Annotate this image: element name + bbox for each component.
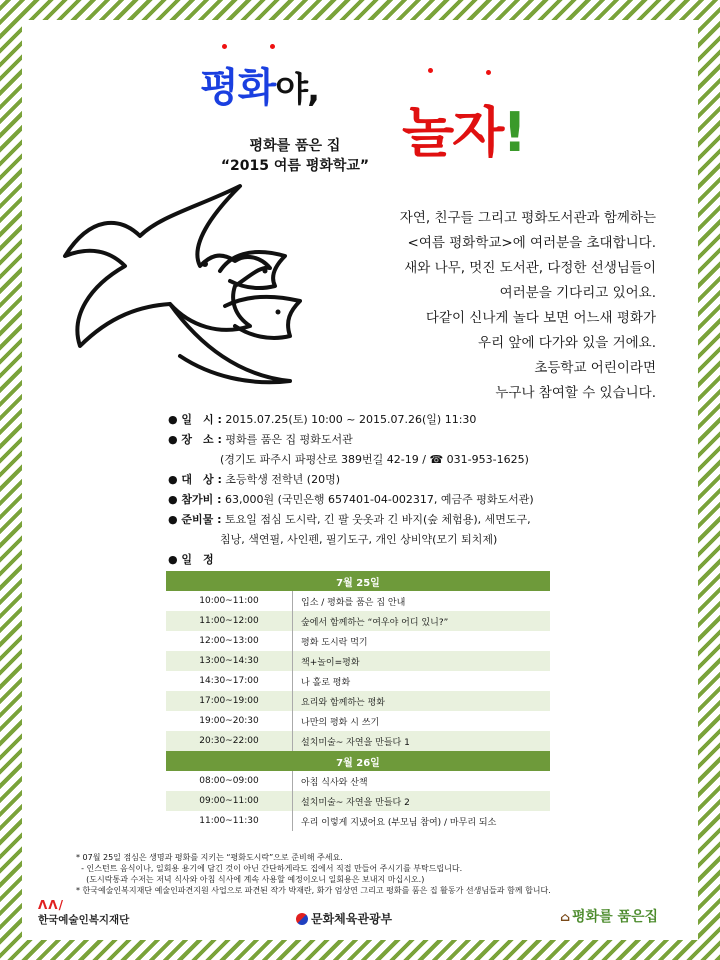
house-icon: ⌂ (560, 910, 571, 924)
info-prep-2: 침낭, 색연필, 사인펜, 필기도구, 개인 상비약(모기 퇴치제) (220, 533, 498, 546)
schedule-activity: 설치미술~ 자연을 만들다 1 (293, 731, 551, 751)
subtitle-line1: 평화를 품은 집 (249, 138, 341, 154)
footnote: (도시락통과 수저는 저녁 식사와 아침 식사에 계속 사용할 예정이오니 일회용은 보내지 마십시오.) (76, 875, 425, 884)
schedule-activity: 나 홀로 평화 (301, 677, 351, 688)
schedule-time: 08:00~09:00 (166, 771, 293, 791)
schedule-activity: 입소 / 평화를 품은 집 안내 (301, 597, 406, 608)
intro-line: 초등학교 어린이라면 (534, 360, 656, 376)
schedule-time: 20:30~22:00 (166, 731, 293, 751)
title-part1 (200, 56, 319, 113)
intro-line: 우리 앞에 다가와 있을 거에요. (478, 335, 656, 351)
ministry-emblem-icon (296, 913, 308, 925)
schedule-activity: 우리 이렇게 지냈어요 (부모님 참여) / 마무리 되소 (301, 817, 497, 828)
info-list (168, 410, 534, 570)
footnote: - 인스턴트 음식이나, 일회용 용기에 담긴 것이 아닌 간단하게라도 집에서 직접 만들어 주시기를 부탁드립니다. (76, 864, 463, 873)
title-peace: 평화 (200, 65, 276, 111)
ministry-logo-text: 문화체육관광부 (311, 912, 393, 926)
info-date: ● 일 시 : 2015.07.25(토) 10:00 ~ 2015.07.26(일) 11:30 (168, 413, 477, 426)
schedule-activity: 요리와 함께하는 평화 (293, 691, 551, 711)
title-dot (486, 70, 491, 75)
schedule-time: 11:00~11:30 (166, 811, 293, 831)
title-dot (222, 44, 227, 49)
info-place: ● 장 소 : 평화를 품은 집 평화도서관 (168, 433, 353, 446)
title-ya: 야, (275, 70, 320, 110)
schedule-activity: 나만의 평화 시 쓰기 (301, 717, 380, 728)
footnote: * 한국예술인복지재단 예술인파견지원 사업으로 파견된 작가 박재란, 화가 엄상연 그리고 평화를 품은 집 활동가 선생님들과 함께 합니다. (76, 886, 551, 895)
title-part2 (402, 90, 525, 167)
intro-line: 다같이 신나게 놀다 보면 어느새 평화가 (425, 310, 656, 326)
intro-line: 새와 나무, 멋진 도서관, 다정한 선생님들이 (404, 260, 656, 276)
kawf-logo-mark: ᐱᐱ/ (38, 898, 64, 912)
info-fee: ● 참가비 : 63,000원 (국민은행 657401-04-002317, 예금주 평화도서관) (168, 493, 534, 506)
intro-line: 여러분을 기다리고 있어요. (499, 285, 656, 301)
intro-text (336, 206, 656, 406)
footnote: * 07월 25일 점심은 생명과 평화를 지키는 “평화도시락”으로 준비해 주세요. (76, 853, 343, 862)
intro-line: <여름 평화학교>에 여러분을 초대합니다. (407, 235, 656, 251)
info-target: ● 대 상 : 초등학생 전학년 (20명) (168, 473, 341, 486)
subtitle-line2: “2015 여름 평화학교” (220, 158, 370, 174)
intro-line: 누구나 참여할 수 있습니다. (495, 385, 656, 401)
schedule-time: 14:30~17:00 (166, 671, 293, 691)
schedule-day-header: 7월 25일 (166, 571, 550, 591)
peace-house-logo (560, 906, 658, 926)
schedule-time: 13:00~14:30 (166, 651, 293, 671)
schedule-time: 10:00~11:00 (166, 591, 293, 611)
title-dot (270, 44, 275, 49)
schedule-activity: 아침 식사와 산책 (301, 777, 368, 788)
schedule-time: 12:00~13:00 (166, 631, 293, 651)
schedule-day-header: 7월 26일 (166, 751, 550, 771)
schedule-activity: 숲에서 함께하는 “여우야 어디 있니?” (293, 611, 551, 631)
schedule-time: 11:00~12:00 (166, 611, 293, 631)
schedule-time: 19:00~20:30 (166, 711, 293, 731)
ministry-logo (296, 910, 392, 927)
intro-line: 자연, 친구들 그리고 평화도서관과 함께하는 (399, 210, 656, 226)
title-dot (428, 68, 433, 73)
schedule-activity: 책+놀이=평화 (293, 651, 551, 671)
dove-illustration (50, 176, 320, 406)
title-play: 놀자 (402, 101, 503, 164)
info-place-detail: (경기도 파주시 파평산로 389번길 42-19 / ☎ 031-953-1625) (220, 453, 529, 466)
peace-house-logo-text: 평화를 품은집 (572, 909, 659, 925)
title-exclaim: ! (502, 101, 525, 164)
schedule-table (166, 571, 550, 831)
schedule-activity: 평화 도시락 먹기 (301, 637, 368, 648)
schedule-time: 17:00~19:00 (166, 691, 293, 711)
schedule-time: 09:00~11:00 (166, 791, 293, 811)
kawf-logo (38, 898, 129, 927)
info-schedule-label: ● 일 정 (168, 553, 214, 566)
footnotes (76, 852, 551, 896)
info-prep: ● 준비물 : 토요일 점심 도시락, 긴 팔 웃옷과 긴 바지(숲 체험용), 세면도구, (168, 513, 531, 526)
kawf-logo-text: 한국예술인복지재단 (38, 914, 130, 926)
schedule-activity: 설치미술~ 자연을 만들다 2 (293, 791, 551, 811)
subtitle (190, 136, 400, 176)
